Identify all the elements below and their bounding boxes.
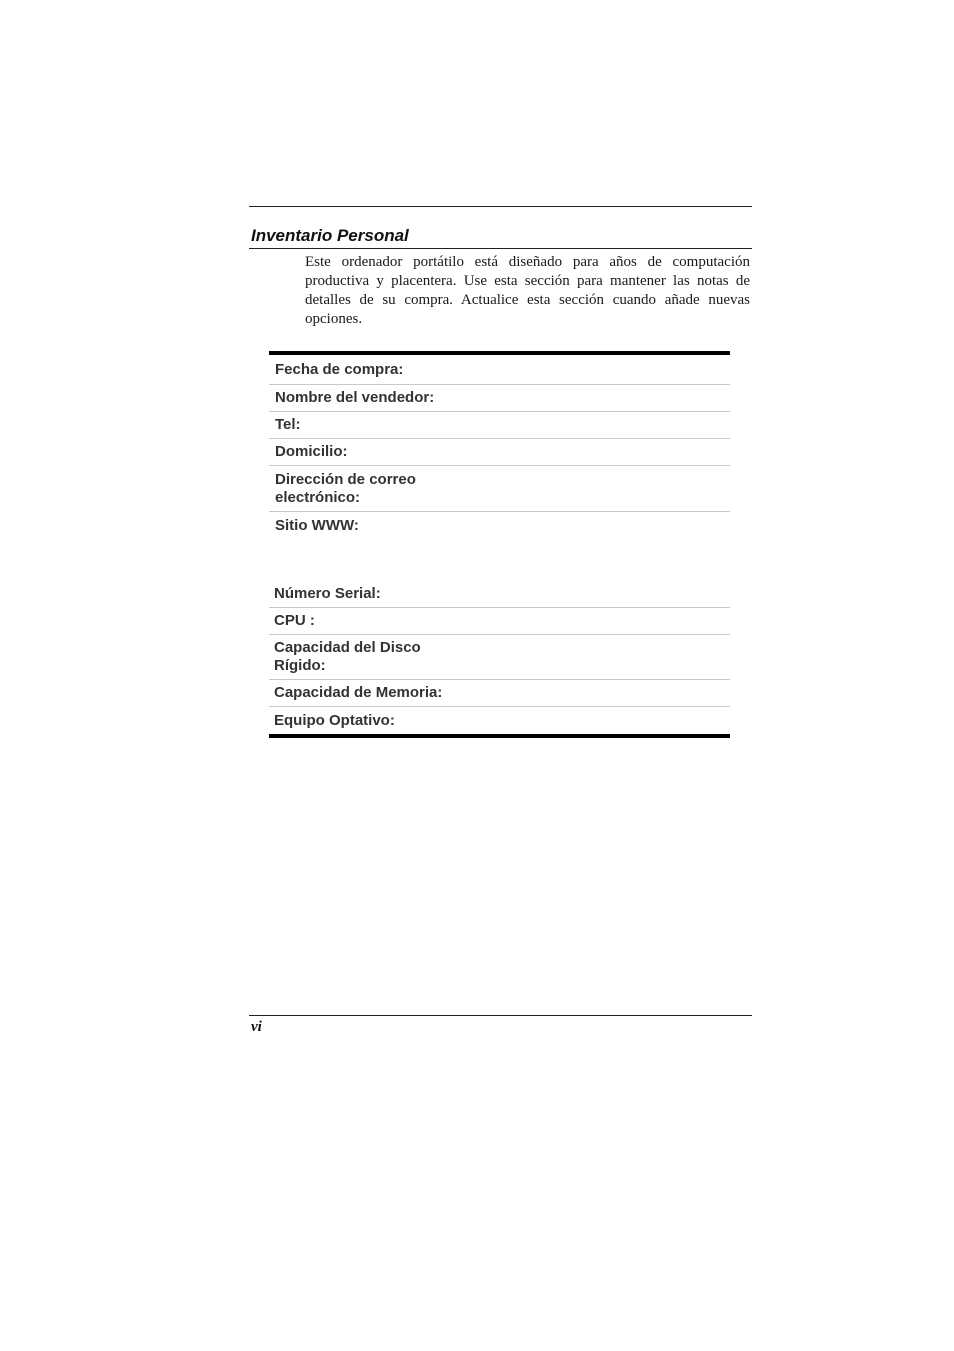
heading-rule xyxy=(249,248,752,249)
table-row xyxy=(269,680,730,707)
table-row xyxy=(269,581,730,608)
page-number: vi xyxy=(251,1019,262,1035)
intro-paragraph: Este ordenador portátilo está diseñado para años de computación productiva y placentera. Use esta sección para mantener las notas de detalles de su compra. Actualice esta sección cuando añade nuevas opciones. xyxy=(305,254,750,327)
field-label-memory-capacity: Capacidad de Memoria: xyxy=(274,684,443,701)
field-label-email: Dirección de correo electrónico: xyxy=(275,470,416,506)
field-label-phone: Tel: xyxy=(275,416,301,433)
purchase-info-table xyxy=(269,351,730,540)
table-row xyxy=(269,608,730,635)
table-row xyxy=(269,385,730,412)
field-label-serial-number: Número Serial: xyxy=(274,585,381,602)
top-rule xyxy=(249,206,752,207)
table-row xyxy=(269,355,730,385)
hardware-info-table xyxy=(269,581,730,738)
field-label-vendor-name: Nombre del vendedor: xyxy=(275,389,435,406)
field-label-purchase-date: Fecha de compra: xyxy=(275,360,404,378)
table-row xyxy=(269,707,730,734)
table-row xyxy=(269,439,730,466)
section-title: Inventario Personal xyxy=(251,226,409,245)
field-label-website: Sitio WWW: xyxy=(275,517,359,534)
table-row xyxy=(269,412,730,439)
field-label-disk-capacity: Capacidad del Disco Rígido: xyxy=(274,639,421,674)
field-label-optional-equipment: Equipo Optativo: xyxy=(274,711,395,729)
table-row xyxy=(269,635,730,680)
footer-rule xyxy=(249,1015,752,1016)
field-label-address: Domicilio: xyxy=(275,443,348,460)
field-label-cpu: CPU : xyxy=(274,612,315,629)
table-row xyxy=(269,512,730,540)
table-row xyxy=(269,466,730,512)
